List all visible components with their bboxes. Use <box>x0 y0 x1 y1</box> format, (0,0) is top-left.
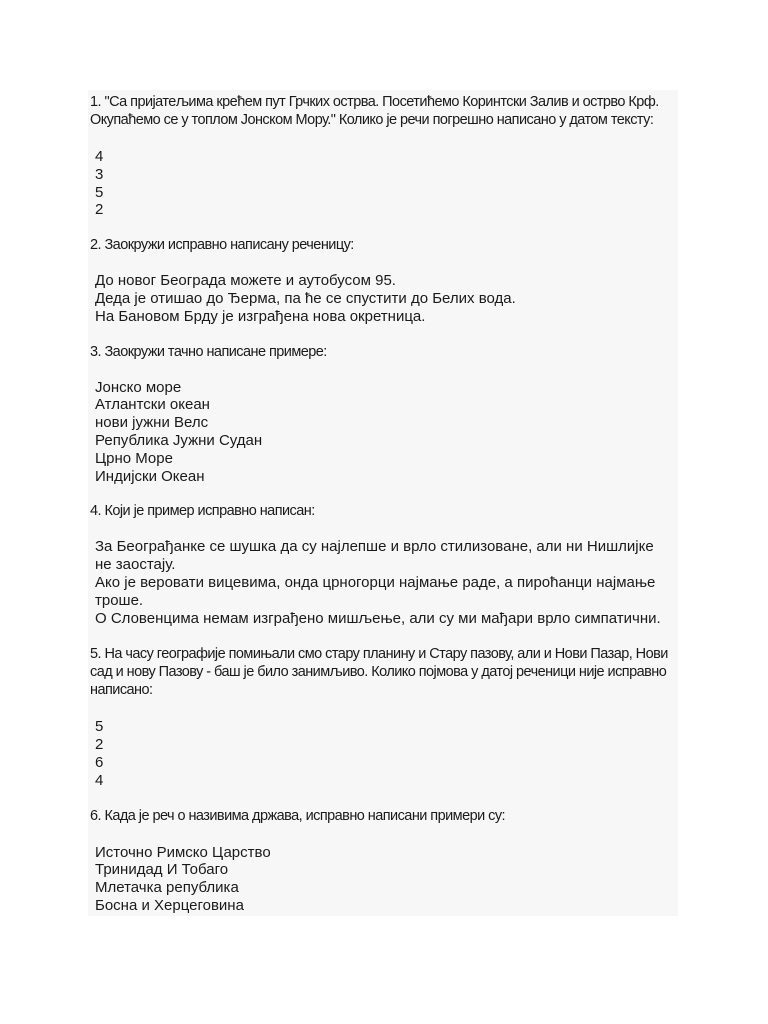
question-2-options <box>88 272 678 325</box>
question-1-option-1[interactable]: 4 <box>95 148 104 165</box>
question-2-option-3[interactable]: На Бановом Брду је изграђена нова окретница. <box>95 307 426 325</box>
question-5-option-1[interactable]: 5 <box>95 718 104 736</box>
question-3-option-1[interactable]: Јонско море <box>95 378 182 396</box>
question-4 <box>88 502 678 627</box>
question-3-option-5[interactable]: Црно Море <box>95 449 173 467</box>
question-3-options <box>88 379 678 486</box>
question-1 <box>88 93 678 219</box>
question-6-option-3[interactable]: Млетачка република <box>95 879 239 897</box>
question-6 <box>88 807 678 915</box>
question-4-option-2[interactable]: Ако је веровати вицевима, онда црногорци најмање раде, а пироћанци најмање троше. <box>95 573 656 609</box>
question-1-option-3[interactable]: 5 <box>95 183 104 201</box>
question-4-option-1[interactable]: За Београђанке се шушка да су најлепше и врло стилизоване, али ни Нишлијке не заостају. <box>95 538 654 574</box>
question-1-option-2[interactable]: 3 <box>95 165 104 183</box>
question-6-text: 6. Када је реч о називима држава, исправно написани примери су: <box>90 807 506 824</box>
question-5-options <box>88 718 678 789</box>
question-5-text: 5. На часу географије помињали смо стару планину и Стару пазову, али и Нови Пазар, Нови сад и нову Пазову - баш је било занимљиво. Колико појмова у датој реченици није исправно написано: <box>90 646 668 699</box>
question-4-option-3[interactable]: О Словенцима немам изграђено мишљење, али су ми мађари врло симпатични. <box>95 609 661 627</box>
question-3-option-3[interactable]: нови јужни Велс <box>95 414 209 432</box>
question-4-options <box>88 538 678 627</box>
question-3-text: 3. Заокружи тачно написане примере: <box>90 343 327 360</box>
question-2 <box>88 236 678 325</box>
question-1-text: 1. "Са пријатељима крећем пут Грчких острва. Посетићемо Коринтски Залив и острво Крф. Окупаћемо се у топлом Јонском Мору." Колико је речи погрешно написано у датом тексту: <box>90 94 659 128</box>
question-2-option-1[interactable]: До новог Београда можете и аутобусом 95. <box>95 272 396 290</box>
question-5 <box>88 645 678 789</box>
question-3 <box>88 343 678 486</box>
document-page <box>88 90 678 916</box>
question-3-option-2[interactable]: Атлантски океан <box>95 396 210 414</box>
question-3-option-4[interactable]: Република Јужни Судан <box>95 431 263 449</box>
question-1-options <box>88 148 678 219</box>
question-3-option-6[interactable]: Индијски Океан <box>95 467 205 485</box>
question-2-option-2[interactable]: Деда је отишао до Ђерма, па ће се спустити до Белих вода. <box>95 289 516 307</box>
question-2-text: 2. Заокружи исправно написану реченицу: <box>90 237 354 254</box>
question-6-option-1[interactable]: Источно Римско Царство <box>95 843 271 861</box>
question-4-text: 4. Који је пример исправно написан: <box>90 503 315 520</box>
question-5-option-2[interactable]: 2 <box>95 736 104 754</box>
question-6-option-2[interactable]: Тринидад И Тобаго <box>95 861 229 879</box>
question-6-option-4[interactable]: Босна и Херцеговина <box>95 896 244 914</box>
question-1-option-4[interactable]: 2 <box>95 201 104 219</box>
question-6-options <box>88 844 678 915</box>
question-5-option-4[interactable]: 4 <box>95 771 104 789</box>
question-5-option-3[interactable]: 6 <box>95 753 104 771</box>
